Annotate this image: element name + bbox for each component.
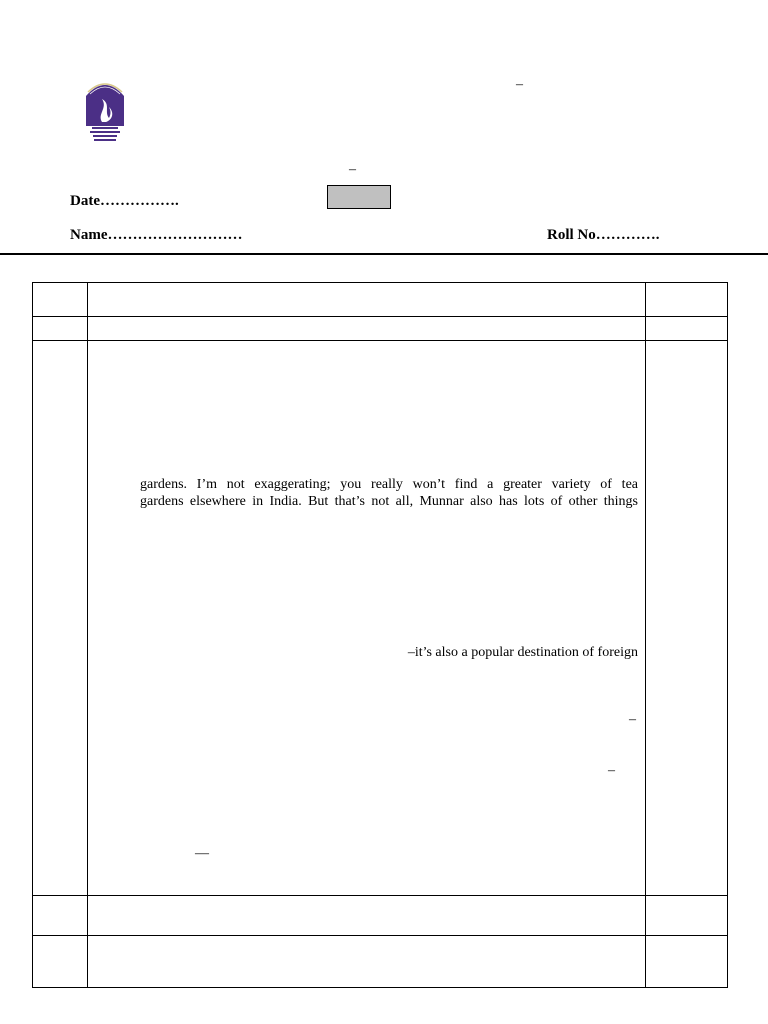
header-dash-top: – bbox=[516, 77, 523, 92]
passage-line: gardens. I’m not exaggerating; you really won’t find a greater variety of tea bbox=[140, 477, 638, 492]
passage-dash: – bbox=[608, 763, 615, 778]
header-dash-middle: – bbox=[349, 162, 356, 177]
passage-em-dash: — bbox=[195, 846, 209, 861]
date-label: Date……………. bbox=[70, 193, 179, 209]
table-column-divider bbox=[87, 282, 88, 988]
table-border-left bbox=[32, 282, 33, 988]
header-rule bbox=[0, 253, 768, 255]
table-row-divider bbox=[32, 935, 728, 936]
table-border-top bbox=[32, 282, 728, 283]
table-row-divider bbox=[32, 316, 728, 317]
table-border-bottom bbox=[32, 987, 728, 988]
passage-line: –it’s also a popular destination of foreign bbox=[407, 645, 638, 660]
school-logo bbox=[80, 72, 130, 144]
passage-line: gardens elsewhere in India. But that’s not all, Munnar also has lots of other things bbox=[140, 494, 638, 509]
name-label: Name……………………… bbox=[70, 227, 243, 243]
roll-no-label: Roll No…………. bbox=[547, 227, 660, 243]
table-column-divider bbox=[645, 282, 646, 988]
table-row-divider bbox=[32, 340, 728, 341]
table-border-right bbox=[727, 282, 728, 988]
school-crest-icon bbox=[80, 72, 130, 144]
gray-box bbox=[327, 185, 391, 209]
table-row-divider bbox=[32, 895, 728, 896]
passage-dash: – bbox=[629, 712, 636, 727]
